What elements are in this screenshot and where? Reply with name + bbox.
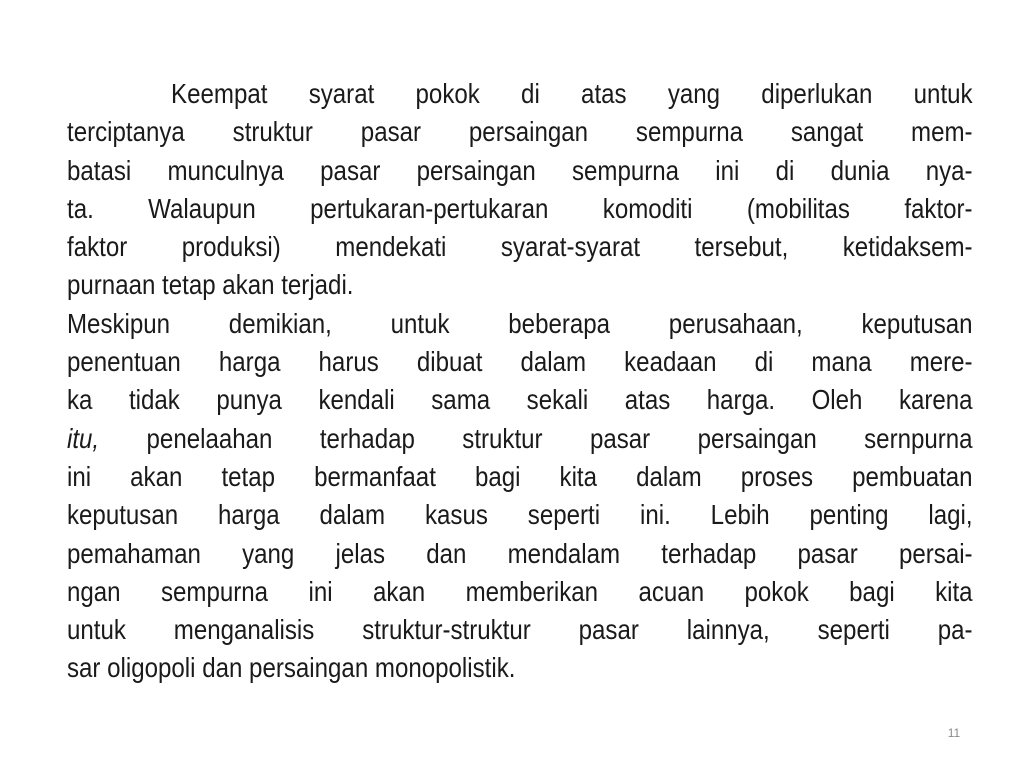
paragraph-2-line-2: penentuan harga harus dibuat dalam keadaan di mana mere- bbox=[67, 346, 973, 378]
paragraph-2-line-5: ini akan tetap bermanfaat bagi kita dalam proses pembuatan bbox=[67, 460, 973, 492]
paragraph-2-line-9: untuk menganalisis struktur-struktur pasar lainnya, seperti pa- bbox=[67, 614, 973, 646]
paragraph-2-line-7: pemahaman yang jelas dan mendalam terhadap pasar persai- bbox=[67, 537, 973, 569]
paragraph-2-line-4 bbox=[67, 420, 973, 458]
paragraph-1-line-2: terciptanya struktur pasar persaingan sempurna sangat mem- bbox=[67, 116, 973, 148]
paragraph-2-line-6: keputusan harga dalam kasus seperti ini. Lebih penting lagi, bbox=[67, 499, 973, 531]
page-number: 11 bbox=[947, 726, 961, 740]
paragraph-2-line-10: sar oligopoli dan persaingan monopolistik. bbox=[67, 652, 516, 684]
paragraph-2-line-8: ngan sempurna ini akan memberikan acuan pokok bagi kita bbox=[67, 575, 973, 607]
paragraph-2-line-1: Meskipun demikian, untuk beberapa perusahaan, keputusan bbox=[67, 307, 973, 339]
paragraph-1-line-3: batasi munculnya pasar persaingan sempurna ini di dunia nya- bbox=[67, 154, 973, 186]
paragraph-1-line-5: faktor produksi) mendekati syarat-syarat tersebut, ketidaksem- bbox=[67, 231, 973, 263]
body-text bbox=[67, 75, 973, 688]
paragraph-2-line-3: ka tidak punya kendali sama sekali atas harga. Oleh karena bbox=[67, 384, 973, 416]
paragraph-1-line-4: ta. Walaupun pertukaran-pertukaran komoditi (mobilitas faktor- bbox=[67, 192, 973, 224]
paragraph-1-line-6: purnaan tetap akan terjadi. bbox=[67, 269, 354, 301]
paragraph-2-line-4-rest: penelaahan terhadap struktur pasar persaingan sernpurna bbox=[146, 422, 973, 454]
italic-word: itu, bbox=[67, 422, 100, 454]
paragraph-1-line-1: Keempat syarat pokok di atas yang diperlukan untuk bbox=[171, 78, 973, 109]
